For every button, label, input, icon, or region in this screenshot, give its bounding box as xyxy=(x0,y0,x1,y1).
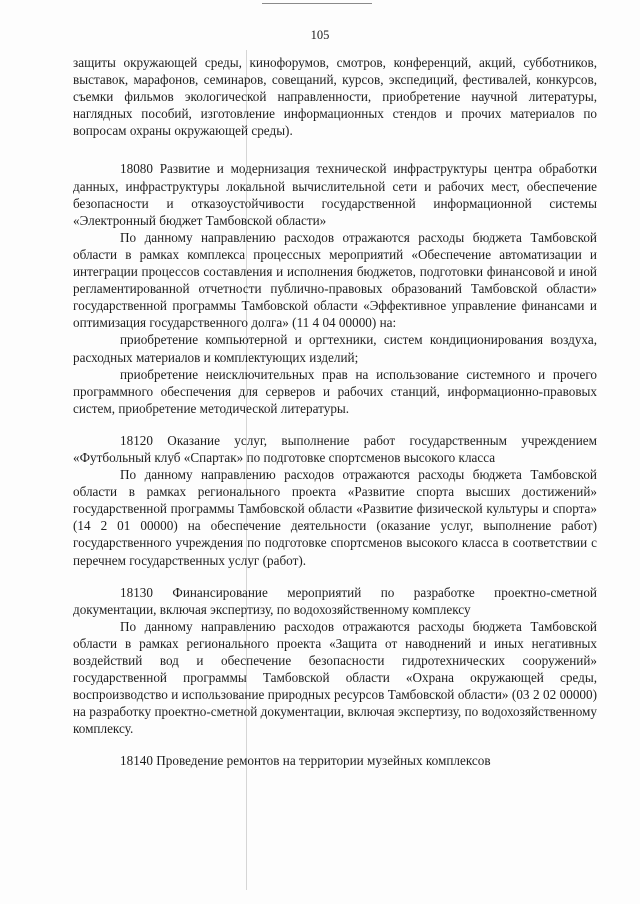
section-heading-18140: 18140 Проведение ремонтов на территории музейных комплексов xyxy=(120,753,491,769)
paragraph-18130-description: По данному направлению расходов отражаются расходы бюджета Тамбовской области в рамках регионального проекта «Защита от наводнений и иных негативных воздействий вод и обеспечение безопасности гидротехнических сооружений» государственной программы Тамбовской области «Охрана окружающей среды, воспроизводство и использование природных ресурсов Тамбовской области» (03 2 02 00000) на разработку проектно-сметной документации, включая экспертизу, по водохозяйственному комплексу. xyxy=(73,618,597,737)
paragraph-continuation: защиты окружающей среды, кинофорумов, смотров, конференций, акций, субботников, выставок, марафонов, семинаров, совещаний, курсов, экспедиций, фестивалей, конкурсов, съемки фильмов экологической направленности, приобретение научной литературы, наглядных пособий, изготовление информационных стендов и прочих материалов по вопросам охраны окружающей среды). xyxy=(73,55,597,139)
document-body xyxy=(73,54,597,770)
paragraph-18120-description: По данному направлению расходов отражаются расходы бюджета Тамбовской области в рамках регионального проекта «Развитие спорта высших достижений» государственной программы Тамбовской области «Развитие физической культуры и спорта» (14 2 01 00000) на обеспечение деятельности (оказание услуг, выполнение работ) государственного учреждения по подготовке спортсменов высокого класса в соответствии с перечнем государственных услуг (работ). xyxy=(73,467,597,568)
paragraph-18080-item-2: приобретение неисключительных прав на использование системного и прочего программного обеспечения для серверов и рабочих станций, информационно-правовых систем, приобретение методической литературы. xyxy=(73,366,597,416)
section-heading-18080: 18080 Развитие и модернизация технической инфраструктуры центра обработки данных, инфраструктуры локальной вычислительной сети и рабочих мест, обеспечение безопасности и отказоустойчивости государственной информационной системы «Электронный бюджет Тамбовской области» xyxy=(73,161,597,228)
top-edge-rule xyxy=(262,3,372,4)
page-number: 105 xyxy=(310,28,330,42)
paragraph-18080-description: По данному направлению расходов отражаются расходы бюджета Тамбовской области в рамках комплекса процессных мероприятий «Обеспечение автоматизации и интеграции процессов составления и исполнения бюджетов, подготовки финансовой и иной регламентированной отчетности публично-правовых образований Тамбовской области» государственной программы Тамбовской области «Эффективное управление финансами и оптимизация государственного долга» (11 4 04 00000) на: xyxy=(73,229,597,331)
section-heading-18120: 18120 Оказание услуг, выполнение работ государственным учреждением «Футбольный клуб «Спартак» по подготовке спортсменов высокого класса xyxy=(73,432,597,465)
paragraph-18080-item-1: приобретение компьютерной и оргтехники, систем кондиционирования воздуха, расходных материалов и комплектующих изделий; xyxy=(73,332,597,365)
section-heading-18130: 18130 Финансирование мероприятий по разработке проектно-сметной документации, включая экспертизу, по водохозяйственному комплексу xyxy=(73,584,597,617)
